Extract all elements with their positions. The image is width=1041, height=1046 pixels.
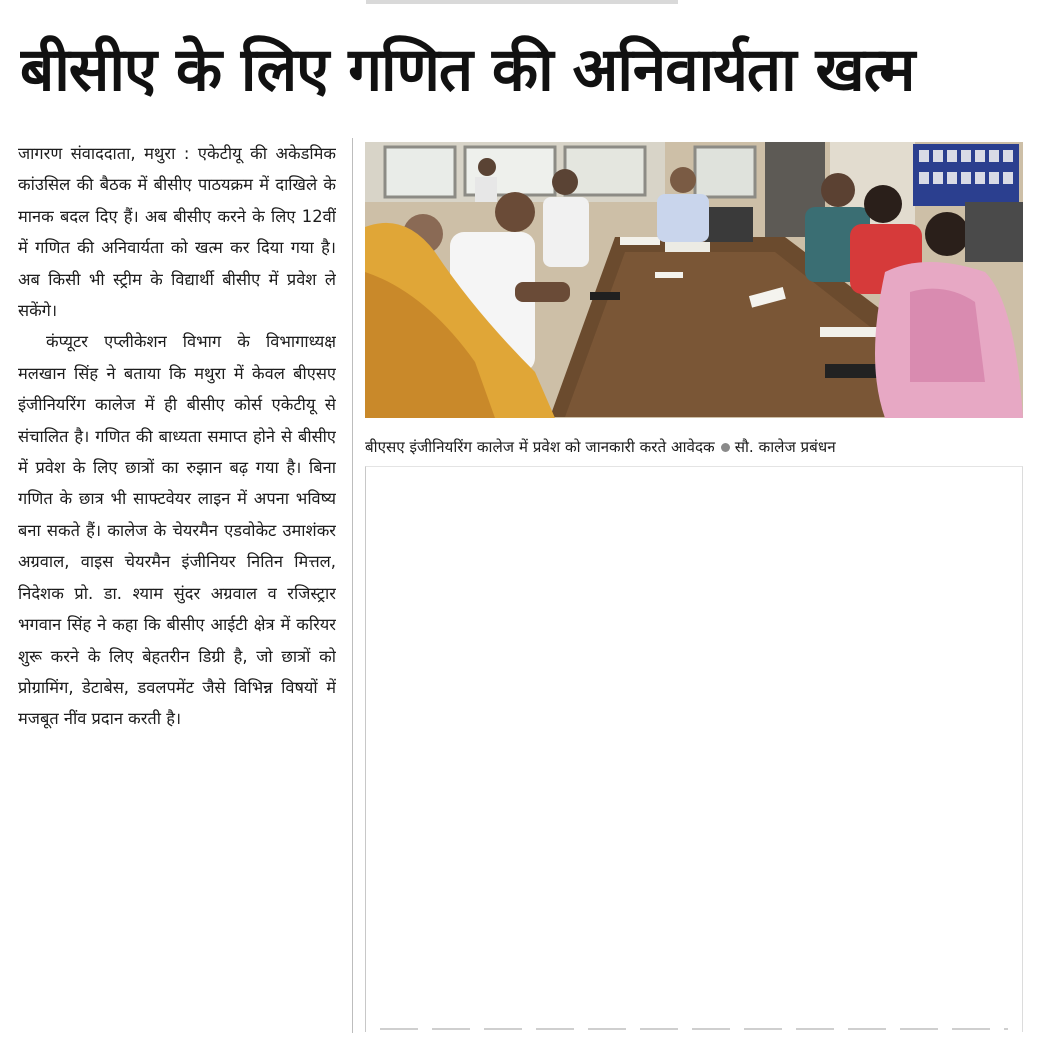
- bullet-dot-icon: [721, 443, 730, 452]
- bottom-divider: [380, 1028, 1008, 1030]
- blank-ad-space: [365, 466, 1023, 1032]
- photo-credit: सौ. कालेज प्रबंधन: [734, 438, 836, 456]
- article-paragraph: कंप्यूटर एप्लीकेशन विभाग के विभागाध्यक्ष मलखान सिंह ने बताया कि मथुरा में केवल बीएसए इंजीनियरिंग कालेज में ही बीसीए कोर्स एकेटीयू से संचालित है। गणित की बाध्यता समाप्त होने से बीसीए में प्रवेश के लिए छात्रों का रुझान बढ़ गया है। बिना गणित के छात्र भी साफ्टवेयर लाइन में अपना भविष्य बना सकते हैं। कालेज के चेयरमैन एडवोकेट उमाशंकर अग्रवाल, वाइस चेयरमैन इंजीनियर नितिन मित्तल, निदेशक प्रो. डा. श्याम सुंदर अग्रवाल व रजिस्ट्रार भगवान सिंह ने कहा कि बीसीए आईटी क्षेत्र में करियर शुरू करने के लिए बेहतरीन डिग्री है, जो छात्रों को प्रोग्रामिंग, डेटाबेस, डवलपमेंट जैसे विभिन्न विषयों में मजबूत नींव प्रदान करती है।: [18, 332, 336, 729]
- article-paragraph: जागरण संवाददाता, मथुरा : एकेटीयू की अकेडमिक कांउसिल की बैठक में बीसीए पाठयक्रम में दाखिले के मानक बदल दिए हैं। अब बीसीए करने के लिए 12वीं में गणित की अनिवार्यता को खत्म कर दिया गया है। अब किसी भी स्ट्रीम के विद्यार्थी बीसीए में प्रवेश ले सकेंगे।: [18, 144, 336, 321]
- headline: बीसीए के लिए गणित की अनिवार्यता खत्म: [20, 35, 915, 105]
- top-divider: [366, 0, 678, 4]
- photo-caption: [365, 432, 1025, 462]
- news-photo: [365, 142, 1023, 418]
- caption-text: बीएसए इंजीनियरिंग कालेज में प्रवेश को जानकारी करते आवेदक: [365, 438, 715, 456]
- article-body: [18, 138, 336, 1038]
- column-divider: [352, 138, 353, 1033]
